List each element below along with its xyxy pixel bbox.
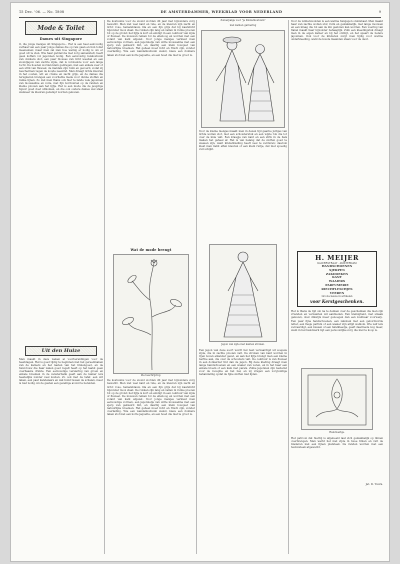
column-3 bbox=[199, 20, 287, 554]
figure-subcaption: met kanten garnering bbox=[229, 23, 257, 27]
article-body: Voor de winteravonden is een warme huisjapon onmisbaar. Men maakt haar van zachte wollen stof, ruim en gemakkelijk, met lange mouwen en een kraag die tot aan de kin gesloten kan worden. Een voering van flanel maakt haar bijzonder behaaglijk. Zulk een kleedingstuk draagt men in de eigen kamer en bij het ontbijt, en het spaart de betere japonnen. Ook voor de kinderen zorgt men tijdig voor warme onderkleeding, want de koude maanden staan voor de deur. bbox=[291, 20, 383, 42]
column-1 bbox=[19, 20, 103, 554]
ad-item: PARFUMERIE bbox=[325, 282, 349, 287]
header-title: DE AMSTERDAMMER, WEEKBLAD VOOR NEDERLAND bbox=[160, 10, 283, 14]
article-body: Een japon van deze soort wordt het best vervaardigd uit soepele zijde, die in zachte plooien valt. De stroken van kant worden in rijen boven elkander gezet, en aan het lijfje brengt men een kleine berthe aan, die over de schouders valt. De ceintuur is van fluweel in een donkerder tint dan de japon. Bij deze kleding draagt men lange handschoenen en een waaier van veren, en in het haar een enkele bloem of een kam met parels. Zulke japonnen zijn bestemd voor de receptie en het bal, en zij vragen een zorgvuldige behandeling opdat de fijne stoffen niet lijden. bbox=[199, 348, 287, 377]
newspaper-page bbox=[10, 2, 390, 562]
needlework-illustration bbox=[301, 368, 373, 430]
fashion-illustration bbox=[201, 30, 285, 128]
figure-caption: Zie beschrijving. bbox=[140, 373, 162, 377]
ad-item: SJERPEN bbox=[329, 267, 345, 272]
ad-subtitle: KALVERSTRAAT · AMSTERDAM bbox=[317, 262, 357, 265]
figure-caption: Handwerkje. bbox=[329, 431, 345, 435]
ad-item: VEEREN bbox=[329, 290, 345, 295]
article-body: De kostuums voor de avond worden dit jaar met bijzondere zorg bewerkt. Men ziet veel kant en tule, en de kleuren zijn zacht en licht: rose, hemelsblauw, lila en een fijn grijs dat bij kaarslicht bijzonder mooi staat. De rokken zijn lang en vallen in ruime plooien tot op de grond; het lijfje is kort en eindigt in een ceintuur van zijde of fluweel. De mouwen reiken tot de elleboog en worden met een volant van kant afgezet. Voor jonge meisjes verkiest men eenvoudige vormen, een japonnetje van witte mousseline met een sjerp van gekleurd lint, en daarbij een klein bouquet van natuurlijke bloemen. Het geheel moet licht en frisch zijn, zonder overlading. Wie een wandelkostuum wenst, kieze een donkere laken stof met een korte jaquette, en een hoed die niet te groot is. bbox=[107, 379, 195, 416]
column-divider bbox=[288, 20, 289, 554]
article-body: Het is thans de tijd om na te denken over de geschenken die men zijn vrienden en verwanten wil aanbieden. Een kleinigheid, met smaak gekozen, doet dikwijls meer genoegen dan een kostbaar voorwerp. Een paar fijne handschoenen, een zakdoek met een geborduurde letter, een flesje parfum of een waaier zijn altijd welkom. Wie zelf iets vervaardigt, een kussen of een tafelkleedje, geeft daarmede nog meer, want in het handwerk ligt een persoonlijke zorg die niet te koop is. bbox=[291, 310, 383, 332]
article-body: De kostuums voor de avond worden dit jaar met bijzondere zorg bewerkt. Men ziet veel kant en tule, en de kleuren zijn zacht en licht: rose, hemelsblauw, lila en een fijn grijs dat bij kaarslicht bijzonder mooi staat. De rokken zijn lang en vallen in ruime plooien tot op de grond; het lijfje is kort en eindigt in een ceintuur van zijde of fluweel. De mouwen reiken tot de elleboog en worden met een volant van kant afgezet. Voor jonge meisjes verkiest men eenvoudige vormen, een japonnetje van witte mousseline met een sjerp van gekleurd lint, en daarbij een klein bouquet van natuurlijke bloemen. Het geheel moet licht en frisch zijn, zonder overlading. Wie een wandelkostuum wenst, kieze een donkere laken stof met een korte jaquette, en een hoed die niet te groot is. bbox=[107, 20, 195, 57]
figure-caption: Japon van zijde met kanten stroken. bbox=[221, 342, 265, 346]
article-subhead: Wat de mode brengt bbox=[130, 248, 172, 252]
botanical-illustration bbox=[113, 254, 189, 374]
section-masthead: Mode & Toilet bbox=[25, 21, 97, 35]
header-date: 15 Dec. '06. — No. 1808 bbox=[19, 10, 65, 14]
header-rule bbox=[19, 17, 381, 18]
article-body: Men maakt in deze weken al voorbereidingen voor de feestdagen. Het is goed tijdig te beginnen met het gereedmaken van de kamers en het nazien van het linnengoed, en de huisvrouw die haar zaken goed regelt heeft op het laatst geen overhaaste drukte. Een eenvoudige versiering van groen en enkele bloemen in de vensterbank geeft aan de kamer iets feestelijks zonder veel kosten. Zo ook met de tafel: een wit laken, een paar kandelaars en wat hulst tussen de schalen, meer is niet nodig om de gasten een gezellige avond te bereiden. bbox=[19, 357, 103, 385]
ad-item: KANT bbox=[332, 275, 342, 280]
column-2 bbox=[107, 20, 195, 554]
section-masthead: Uit den Huize bbox=[25, 346, 97, 356]
fashion-illustration bbox=[209, 244, 277, 342]
article-subhead: Dames uit Singapore bbox=[39, 37, 83, 41]
figure-caption: Zomerpakje voor "je Kinderkostuum" bbox=[220, 19, 266, 22]
embroidery-pattern-icon bbox=[302, 369, 372, 430]
article-body: Voor de kleine meisjes maakt men in dezen tijd gaarne jurkjes van lichte wollen stof, met een schouderstuk en een wijde rok die tot over de knie valt. Een kraagje van kant en een strik in de hals maken het geheel af. Het is van belang dat de stoffen goed te wassen zijn, want kinderkleding heeft veel te verduren; daarom kiest men liefst effen kleuren of een klein ruitje, dat niet spoedig vuil schijnt. bbox=[199, 129, 287, 152]
header-page-number: 9 bbox=[378, 10, 381, 14]
ad-item: ZAKDOEKEN bbox=[325, 271, 349, 276]
column-4 bbox=[291, 20, 383, 554]
article-body: Het patroon dat hierbij is afgebeeld laat zich gemakkelijk op linnen overbrengen. Men werkt het met zijde in twee tinten en vult de bladeren met een fijnen platsteek. De randen worden met een festonsteek afgewerkt. bbox=[291, 437, 383, 450]
article-body: O, die jonge meisjes uit Singapore... Het is een heel eenvoudig verhaal van een paar jonge dames die op reis gaan en hun toilet meenemen; maar men zal zien hoe weinig er nodig is om er goed uit te zien. Wie haar garderobe met zorg samenstelt, heeft geen koffers vol japonnen nodig. Een eenvoudig reiskostuum van donkere stof, een paar blouses van licht weefsel en een avondjapon van zachte zijde, dat is voldoende voor een lange tocht. De hoeden worden klein gedragen, met een enkele veer of een strik van fluweel; de mantels zijn ruim en gevoerd, zodat zij beschermen tegen de koude zeewind. Men draagt lichte kleuren in het oosten, wit en crème en zacht grijs, en de dames die terugkeren brengen een voorliefde mede voor dunne stoffen en ranke lijnen. Zo ziet men thans ook hier te lande vele japonnen van mousseline en voile, met fijn borduursel op de randen en kleine plooien aan het lijfje. Het is een mode die de jeugdige figuur goed doet uitkomen, en die ook oudere dames wel staat wanneer de kleuren gedempt worden gekozen. bbox=[19, 42, 103, 95]
ad-note: Groote keuze in artikelen bbox=[321, 295, 353, 299]
column-divider bbox=[104, 20, 105, 554]
author-signature: Jet. D. Tuurs. bbox=[365, 482, 383, 486]
ad-item: RIECHFLESCHJES bbox=[321, 286, 353, 291]
ad-name: H. MEIJER bbox=[315, 254, 359, 262]
gown-figure-icon bbox=[210, 245, 276, 342]
ad-item: WAAIERS bbox=[328, 279, 346, 284]
ad-tagline: voor Kerstgeschenken. bbox=[310, 299, 364, 305]
advertisement-h-meijer bbox=[297, 251, 377, 307]
ad-item: HANDSCHOENEN bbox=[321, 264, 353, 268]
column-divider bbox=[196, 20, 197, 554]
dress-figures-icon bbox=[202, 31, 285, 128]
page-header bbox=[19, 7, 381, 17]
plant-sketch-icon bbox=[114, 255, 189, 374]
